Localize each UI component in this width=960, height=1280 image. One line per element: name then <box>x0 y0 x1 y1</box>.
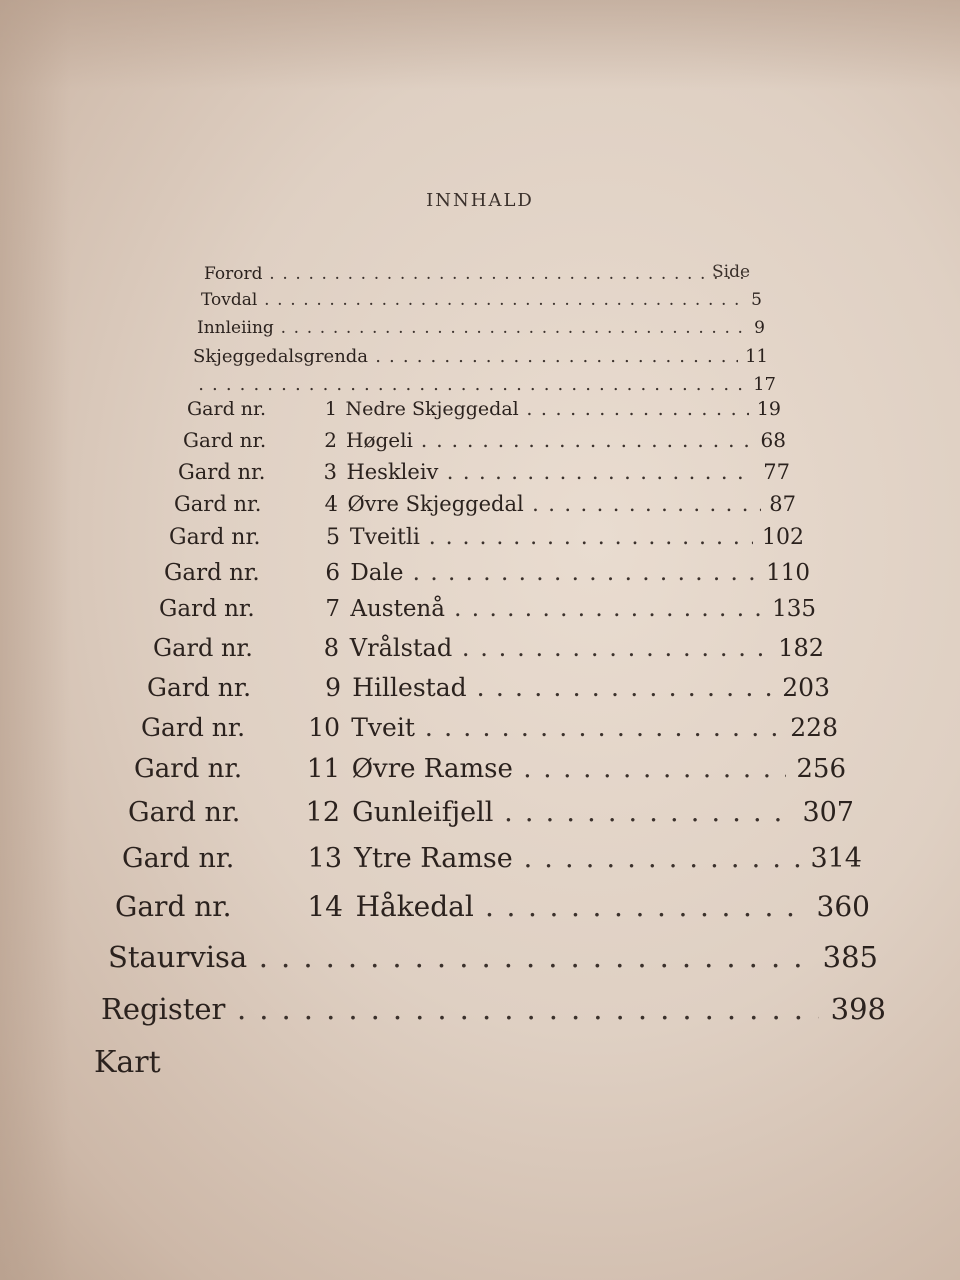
toc-entry-prefix: Gard nr. <box>183 428 267 452</box>
toc-entry-leader-dots <box>524 843 800 874</box>
toc-entry-leader-dots <box>269 264 753 284</box>
toc-entry <box>204 264 760 284</box>
toc-entry-leader-dots <box>447 460 755 484</box>
toc-entry <box>191 374 776 395</box>
page-title: INNHALD <box>426 190 534 211</box>
toc-entry-prefix: Gard nr. <box>169 525 261 550</box>
toc-entry <box>128 797 854 828</box>
toc-entry-title: Vrålstad <box>349 634 453 662</box>
toc-entry-leader-dots <box>454 596 763 622</box>
toc-entry-page-number: 19 <box>756 398 781 420</box>
toc-entry-leader-dots <box>523 754 786 784</box>
toc-entry-number: 10 <box>308 713 340 742</box>
toc-entry-page-number: 135 <box>772 596 816 622</box>
toc-entry-leader-dots <box>259 940 811 974</box>
toc-entry-leader-dots <box>413 560 757 586</box>
toc-entry-title: Tveitli <box>349 525 420 550</box>
toc-entry-leader-dots <box>532 492 761 516</box>
toc-entry <box>183 428 786 452</box>
toc-entry-leader-dots <box>429 525 753 550</box>
toc-entry-number: 5 <box>326 525 340 550</box>
toc-entry-number: 6 <box>325 560 340 586</box>
toc-entry <box>159 596 816 622</box>
toc-entry-title: Gunleifjell <box>352 797 494 828</box>
toc-entry-page-number: 11 <box>745 346 768 367</box>
toc-entry-page-number: 228 <box>790 713 838 742</box>
toc-entry-title: Staurvisa <box>108 940 248 974</box>
toc-entry-leader-dots <box>264 290 744 310</box>
toc-entry <box>201 290 762 310</box>
toc-entry-title: Nedre Skjeggedal <box>345 398 519 420</box>
toc-entry-title: Høgeli <box>346 428 413 452</box>
toc-entry-prefix: Gard nr. <box>153 634 253 662</box>
toc-entry-leader-dots <box>477 673 773 702</box>
toc-entry-title: Øvre Ramse <box>351 754 513 784</box>
toc-entry-title: Skjeggedalsgrenda <box>193 346 369 367</box>
toc-entry-page-number: 102 <box>762 525 804 550</box>
toc-entry-page-number: 87 <box>769 492 796 516</box>
toc-entry-number: 7 <box>325 596 340 622</box>
toc-entry-prefix: Gard nr. <box>187 398 267 420</box>
toc-entry-leader-dots <box>526 398 749 420</box>
toc-entry-page-number: 110 <box>766 560 810 586</box>
toc-entry-title: Forord <box>204 264 263 284</box>
toc-entry-leader-dots <box>375 346 738 367</box>
toc-entry-prefix: Gard nr. <box>115 890 232 923</box>
toc-entry-title: Innleiing <box>197 318 274 338</box>
toc-entry-leader-dots <box>425 713 780 742</box>
toc-entry-leader-dots <box>237 992 819 1026</box>
toc-entry-title: Ytre Ramse <box>354 843 513 874</box>
toc-entry <box>193 346 768 367</box>
toc-entry <box>169 525 804 550</box>
toc-entry <box>134 754 846 784</box>
toc-entry-number: 14 <box>307 890 343 923</box>
toc-entry-page-number: 5 <box>751 290 762 310</box>
toc-entry <box>174 492 796 516</box>
toc-entry-title: Dale <box>350 560 404 586</box>
toc-entry <box>178 460 790 484</box>
toc-entry-page-number: 307 <box>802 797 854 828</box>
toc-entry-prefix: Gard nr. <box>128 797 241 828</box>
toc-entry-title: Register <box>101 992 226 1026</box>
toc-entry-number: 9 <box>325 673 341 702</box>
toc-entry-title: Øvre Skjeggedal <box>347 492 524 516</box>
toc-entry-page-number: 68 <box>760 428 786 452</box>
toc-entry <box>147 673 830 702</box>
toc-entry-page-number: 385 <box>822 940 878 974</box>
side-column-label: Side <box>712 262 751 282</box>
toc-entry-leader-dots <box>462 634 769 662</box>
toc-entry-leader-dots <box>198 374 746 395</box>
toc-entry-page-number: 17 <box>753 374 776 395</box>
toc-entry-prefix: Gard nr. <box>164 560 260 586</box>
toc-entry-title: Austenå <box>350 596 445 622</box>
toc-entry-page-number: 77 <box>763 460 790 484</box>
toc-entry <box>197 318 765 338</box>
toc-entry <box>115 890 870 923</box>
toc-entry-title: Hillestad <box>352 673 467 702</box>
toc-entry-page-number: 203 <box>782 673 830 702</box>
toc-entry-number: 11 <box>306 754 340 784</box>
toc-entry <box>101 992 886 1026</box>
toc-entry-number: 8 <box>323 634 339 662</box>
toc-entry-prefix: Gard nr. <box>174 492 262 516</box>
toc-entry-leader-dots <box>281 318 748 338</box>
toc-entry-page-number: 9 <box>754 318 765 338</box>
toc-entry-number: 3 <box>323 460 337 484</box>
page-shadow-top <box>0 0 960 90</box>
toc-entry-title: Tovdal <box>201 290 258 310</box>
toc-entry <box>164 560 810 586</box>
toc-entry-number: 1 <box>324 398 337 420</box>
toc-entry-prefix: Gard nr. <box>141 713 246 742</box>
toc-entry-prefix: Gard nr. <box>178 460 266 484</box>
toc-entry-page-number: 398 <box>830 992 886 1026</box>
toc-entry <box>153 634 824 662</box>
toc-entry <box>187 398 781 420</box>
toc-entry-leader-dots <box>504 797 792 828</box>
toc-entry-leader-dots <box>421 428 753 452</box>
toc-entry-page-number: 182 <box>778 634 824 662</box>
toc-entry-title: Tveit <box>351 713 415 742</box>
toc-entry-title: Heskleiv <box>346 460 439 484</box>
toc-entry-prefix: Gard nr. <box>147 673 252 702</box>
toc-entry-page-number: 360 <box>816 890 870 923</box>
toc-entry-number: 2 <box>324 428 337 452</box>
toc-entry-page-number: 314 <box>810 843 862 874</box>
toc-entry-title: Kart <box>94 1045 161 1080</box>
toc-entry <box>122 843 862 874</box>
toc-entry <box>108 940 878 974</box>
toc-entry <box>94 1045 894 1080</box>
toc-entry-leader-dots <box>485 890 805 923</box>
toc-entry-page-number: 256 <box>796 754 846 784</box>
toc-entry <box>141 713 838 742</box>
toc-entry-number: 13 <box>307 843 342 874</box>
toc-entry-prefix: Gard nr. <box>159 596 255 622</box>
toc-entry-title: Håkedal <box>355 890 474 923</box>
toc-entry-number: 4 <box>324 492 338 516</box>
toc-entry-prefix: Gard nr. <box>134 754 243 784</box>
toc-entry-number: 12 <box>305 797 340 828</box>
toc-entry-prefix: Gard nr. <box>122 843 235 874</box>
